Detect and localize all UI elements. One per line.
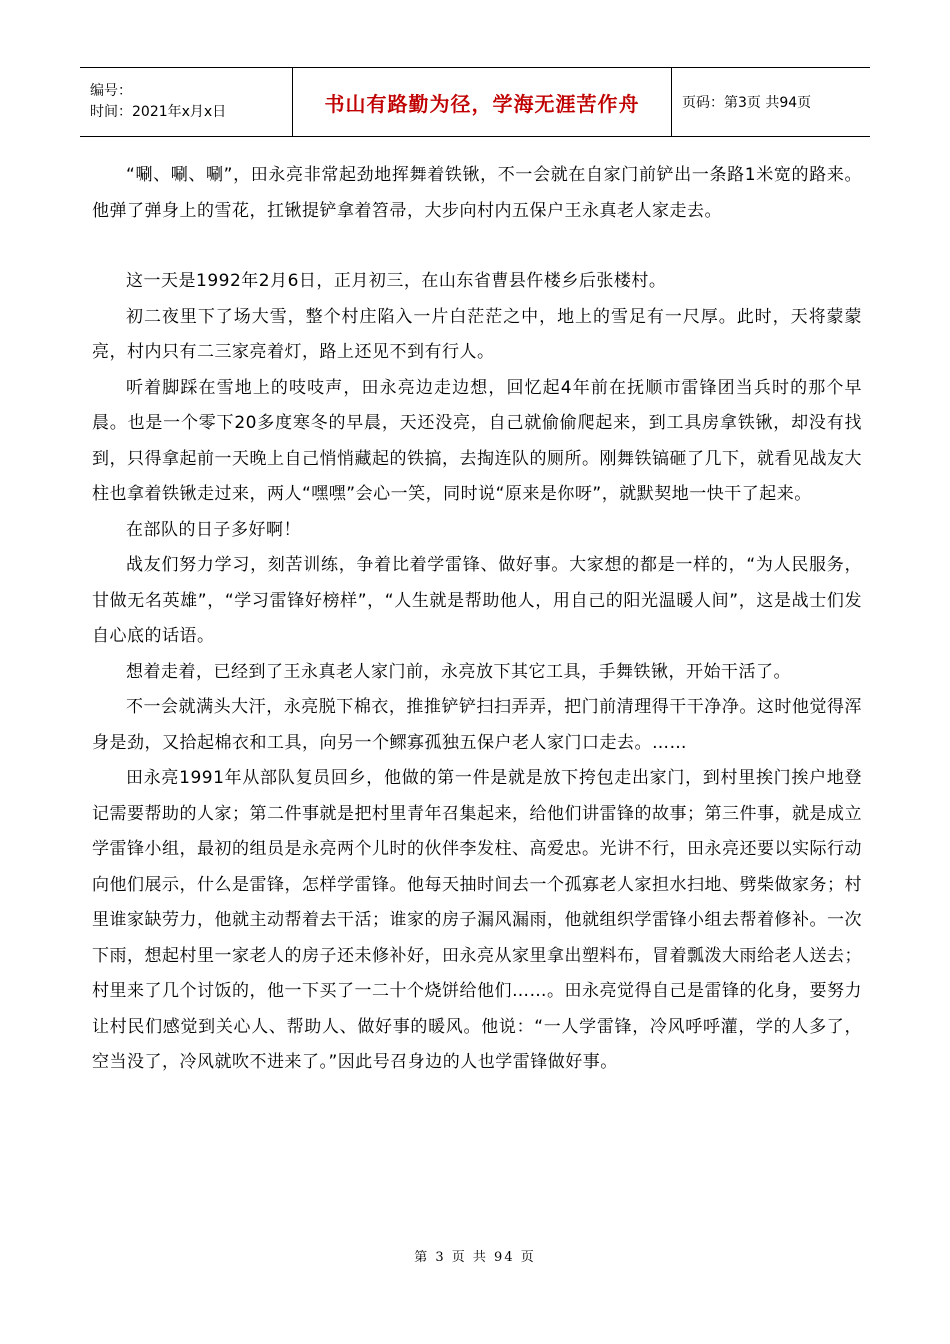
paragraph: 在部队的日子多好啊！ — [126, 519, 301, 540]
paragraph: 田永亮1991年从部队复员回乡，他做的第一件是就是放下挎包走出家门，到村里挨门挨户地登记需要帮助的人家；第二件事就是把村里青年召集起来，给他们讲雷锋的故事；第三件事，就是成立学雷锋小组，最初的组员是永亮两个儿时的伙伴李发柱、高爱忠。光讲不行，田永亮还要以实际行动向他们展示，什么是雷锋，怎样学雷锋。他每天抽时间去一个孤寡老人家担水扫地、劈柴做家务；村里谁家缺劳力，他就主动帮着去干活；谁家的房子漏风漏雨，他就组织学雷锋小组去帮着修补。一次下雨，想起村里一家老人的房子还未修补好，田永亮从家里拿出塑料布，冒着瓢泼大雨给老人送去；村里来了几个讨饭的，他一下买了一二十个烧饼给他们……。田永亮觉得自己是雷锋的化身，要努力让村民们感觉到关心人、帮助人、做好事的暖风。他说：“一人学雷锋，冷风呼呼灌，学的人多了，空当没了，冷风就吹不进来了。”因此号召身边的人也学雷锋做好事。 — [92, 768, 862, 1072]
time-label: 时间：2021年x月x日 — [90, 104, 227, 120]
document-header — [80, 67, 870, 137]
paragraph: 初二夜里下了场大雪，整个村庄陷入一片白茫茫之中，地上的雪足有一尺厚。此时，天将蒙蒙亮，村内只有二三家亮着灯，路上还见不到有行人。 — [92, 306, 862, 362]
paragraph: 战友们努力学习，刻苦训练，争着比着学雷锋、做好事。大家想的都是一样的，“为人民服务，甘做无名英雄”，“学习雷锋好榜样”，“人生就是帮助他人，用自己的阳光温暖人间”，这是战士们发自心底的话语。 — [92, 555, 862, 646]
header-motto-cell — [293, 68, 672, 137]
motto: 书山有路勤为径，学海无涯苦作舟 — [324, 91, 640, 116]
paragraph: 这一天是1992年2月6日，正月初三，在山东省曹县仵楼乡后张楼村。 — [126, 271, 667, 291]
page-footer: 第 3 页 共 94 页 — [414, 1250, 536, 1265]
paragraph: “唰、唰、唰”，田永亮非常起劲地挥舞着铁锹，不一会就在自家门前铲出一条路1米宽的路来。他弹了弹身上的雪花，扛锹提铲拿着笤帚，大步向村内五保户王永真老人家走去。 — [92, 165, 862, 221]
header-page-info: 页码：第3页 共94页 — [672, 68, 871, 137]
article-body — [92, 158, 862, 1081]
number-label: 编号： — [90, 83, 132, 99]
paragraph: 不一会就满头大汗，永亮脱下棉衣，推推铲铲扫扫弄弄，把门前清理得干干净净。这时他觉得浑身是劲，又拾起棉衣和工具，向另一个鳏寡孤独五保户老人家门口走去。…… — [92, 697, 862, 753]
paragraph: 想着走着，已经到了王永真老人家门前，永亮放下其它工具，手舞铁锹，开始干活了。 — [126, 661, 791, 682]
header-meta — [80, 68, 293, 137]
paragraph: 听着脚踩在雪地上的吱吱声，田永亮边走边想，回忆起4年前在抚顺市雷锋团当兵时的那个早晨。也是一个零下20多度寒冬的早晨，天还没亮，自己就偷偷爬起来，到工具房拿铁锹，却没有找到，只得拿起前一天晚上自己悄悄藏起的铁搞，去掏连队的厕所。刚舞铁镐砸了几下，就看见战友大柱也拿着铁锹走过来，两人“嘿嘿”会心一笑，同时说“原来是你呀”，就默契地一快干了起来。 — [92, 377, 862, 504]
